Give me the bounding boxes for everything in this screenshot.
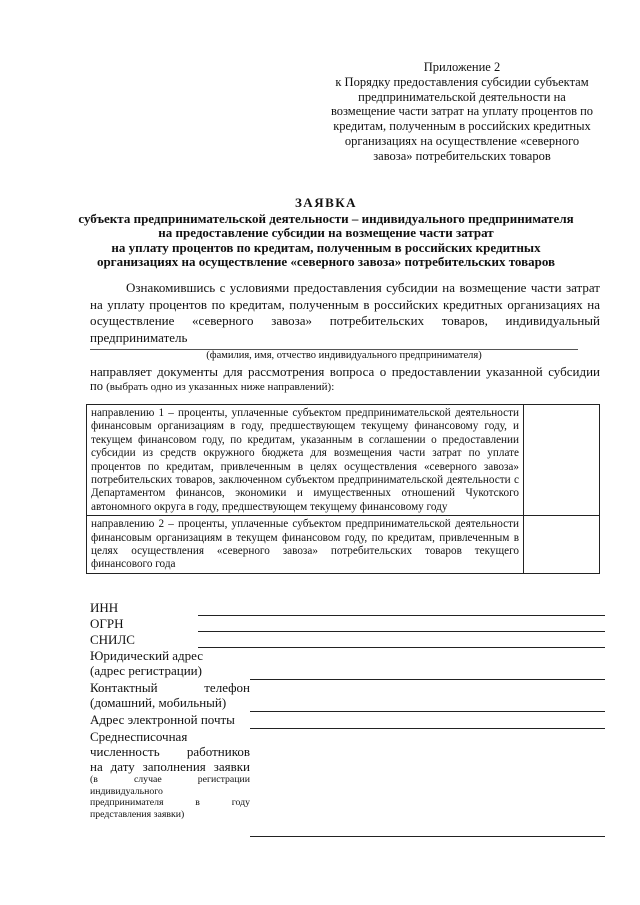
- headcount-label-3: на дату заполнения заявки: [90, 759, 250, 774]
- phone-label: Контактный телефон: [90, 680, 250, 695]
- legal-address-row: [90, 648, 605, 680]
- headcount-note-4: представления заявки): [90, 808, 185, 820]
- appendix-line: организациях на осуществление «северного: [344, 133, 580, 148]
- direction-2-text: направлению 2 – проценты, уплаченные субъектом предпринимательской деятельности финансовым организациям в текущем финансовом году, по кредитам, привлеченным в целях осуществления «северного завоза» потребительских товаров текущего финансового года: [87, 516, 524, 574]
- applicant-details: [90, 600, 605, 837]
- direction-1-select-cell[interactable]: [524, 405, 600, 516]
- direction-row-2: [87, 516, 600, 574]
- direction-row-1: [87, 405, 600, 516]
- headcount-label-1: Среднесписочная: [90, 729, 188, 744]
- headcount-note-1: (в случае регистрации: [90, 774, 250, 785]
- direction-2-select-cell[interactable]: [524, 516, 600, 574]
- direction-prompt: [90, 379, 600, 394]
- phone-sublabel: (домашний, мобильный): [90, 695, 227, 710]
- direction-prompt-prefix: по: [90, 379, 103, 393]
- inn-row: [90, 600, 605, 616]
- title-line: на уплату процентов по кредитам, полученным в российских кредитных: [111, 239, 541, 255]
- legal-address-label: Юридический адрес: [90, 648, 204, 663]
- document-title: [60, 196, 592, 270]
- headcount-label-2: численность работников: [90, 744, 250, 759]
- title-line: субъекта предпринимательской деятельности – индивидуального предпринимателя: [78, 210, 574, 226]
- appendix-line: завоза» потребительских товаров: [373, 148, 551, 163]
- snils-label: СНИЛС: [90, 632, 135, 647]
- direction-prompt-hint: (выбрать одно из указанных ниже направлений):: [106, 381, 335, 393]
- appendix-header: [312, 60, 612, 164]
- appendix-line: предпринимательской деятельности на: [358, 89, 566, 104]
- appendix-line: кредитам, полученным в российских кредитных: [333, 119, 591, 134]
- sends-documents-text: направляет документы для рассмотрения вопроса о предоставлении указанной субсидии: [90, 364, 600, 379]
- direction-1-text: направлению 1 – проценты, уплаченные субъектом предпринимательской деятельности финансовым организациям в году, предшествующем текущему финансовому году, и текущем финансовом году, по кредитам, указанным в соглашении о предоставлении субсидии из средств окружного бюджета для возмещения части затрат по уплате процентов по кредитам, привлеченным в целях осуществления «северного завоза» потребительских товаров, заключенном субъектом предпринимательской деятельности с Департаментом финансов, экономики и имущественных отношений Чукотского автономного округа в году, предшествующем текущему финансовому году: [87, 405, 524, 516]
- phone-row: [90, 680, 605, 712]
- intro-paragraph: [90, 280, 600, 346]
- appendix-line: возмещение части затрат на уплату процентов по: [330, 104, 594, 119]
- headcount-note-2: индивидуального: [90, 785, 163, 797]
- appendix-line: Приложение 2: [423, 60, 501, 74]
- email-row: [90, 712, 605, 729]
- name-field-caption: (фамилия, имя, отчество индивидуального предпринимателя): [206, 350, 482, 361]
- ogrn-label: ОГРН: [90, 616, 124, 631]
- inn-label: ИНН: [90, 600, 119, 615]
- headcount-note-3: предпринимателя в году: [90, 797, 250, 809]
- title-line: на предоставление субсидии на возмещение части затрат: [158, 225, 494, 241]
- title-line: организациях на осуществление «северного завоза» потребительских товаров: [96, 254, 556, 270]
- snils-row: [90, 632, 605, 648]
- ogrn-row: [90, 616, 605, 632]
- email-label: Адрес электронной почты: [90, 712, 235, 727]
- legal-address-sublabel: (адрес регистрации): [90, 663, 202, 678]
- intro-text: Ознакомившись с условиями предоставления субсидии на возмещение части затрат на уплату процентов по кредитам, полученным в российских кредитных организациях на осуществление «северного завоза» потребительских товаров, индивидуальный предприниматель: [90, 280, 600, 345]
- headcount-field[interactable]: [250, 836, 605, 837]
- headcount-row: [90, 729, 605, 837]
- appendix-line: к Порядку предоставления субсидии субъектам: [335, 74, 589, 89]
- directions-table: [86, 404, 600, 574]
- title-heading: ЗАЯВКА: [294, 195, 358, 210]
